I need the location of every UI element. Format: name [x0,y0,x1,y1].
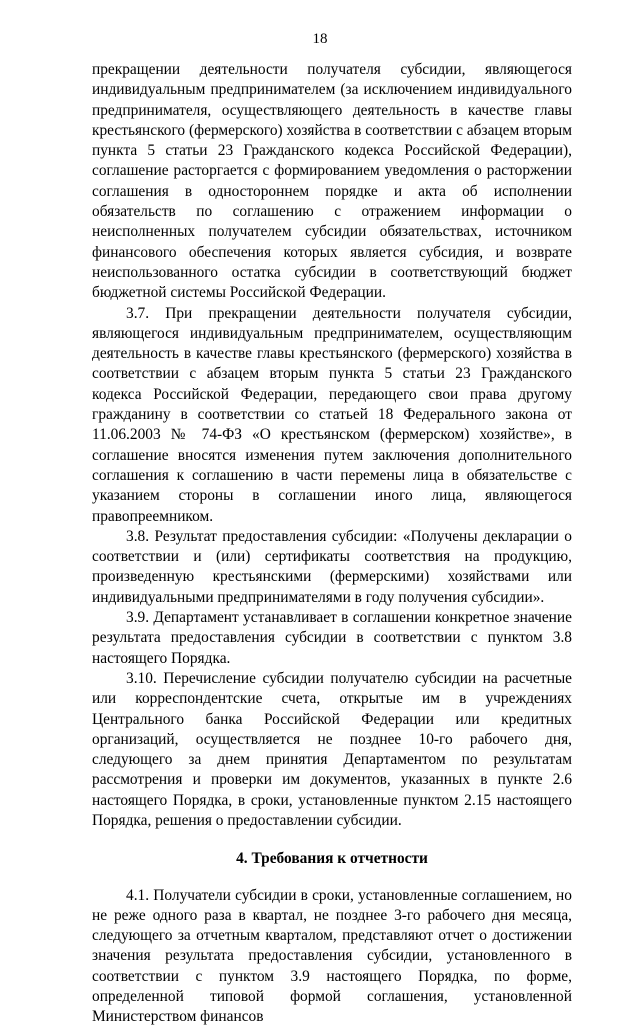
paragraph-continuation: прекращении деятельности получателя субсидии, являющегося индивидуальным предпринимателем (за исключением индивидуального предпринимателя, осуществляющего деятельность в качестве главы крестьянского (фермерского) хозяйства в соответствии с абзацем вторым пункта 5 статьи 23 Гражданского кодекса Российской Федерации), соглашение расторгается с формированием уведомления о расторжении соглашения в одностороннем порядке и акта об исполнении обязательств по соглашению с отражением информации о неисполненных получателем субсидии обязательствах, источником финансового обеспечения которых является субсидия, и возврате неиспользованного остатка субсидии в соответствующий бюджет бюджетной системы Российской Федерации. [92,61,572,302]
page-number: 18 [312,31,328,47]
paragraph-3-10: 3.10. Перечисление субсидии получателю субсидии на расчетные или корреспондентские счета, открытые им в учреждениях Центрального банка Российской Федерации или кредитных организаций, осуществляется не позднее 10-го рабочего дня, следующего за днем принятия Департаментом по результатам рассмотрения и проверки им документов, указанных в пункте 2.6 настоящего Порядка, в сроки, установленные пунктом 2.15 настоящего Порядка, решения о предоставлении субсидии. [92,669,572,829]
paragraph-3-8: 3.8. Результат предоставления субсидии: «Получены декларации о соответствии и (или) сертификаты соответствия на продукцию, произведенную крестьянскими (фермерскими) хозяйствами или индивидуальными предпринимателями в году получения субсидии». [92,527,572,606]
paragraph-3-9: 3.9. Департамент устанавливает в соглашении конкретное значение результата предоставления субсидии в соответствии с пунктом 3.8 настоящего Порядка. [92,609,572,667]
paragraph-4-1: 4.1. Получатели субсидии в сроки, установленные соглашением, но не реже одного раза в квартал, не позднее 3-го рабочего дня месяца, следующего за отчетным кварталом, представляют отчет о достижении значения результата предоставления субсидии, установленного в соответствии с пунктом 3.9 настоящего Порядка, по форме, определенной типовой формой соглашения, установленной Министерством финансов [92,886,572,1026]
section-heading: 4. Требования к отчетности [236,850,428,868]
document-body [92,60,572,1028]
paragraph-3-7: 3.7. При прекращении деятельности получателя субсидии, являющегося индивидуальным предпринимателем, осуществляющим деятельность в качестве главы крестьянского (фермерского) хозяйства в соответствии с абзацем вторым пункта 5 статьи 23 Гражданского кодекса Российской Федерации, передающего свои права другому гражданину в соответствии со статьей 18 Федерального закона от 11.06.2003 № 74-ФЗ «О крестьянском (фермерском) хозяйстве», в соглашение вносятся изменения путем заключения дополнительного соглашения к соглашению в части перемены лица в обязательстве с указанием стороны в соглашении иного лица, являющегося правопреемником. [92,304,572,525]
